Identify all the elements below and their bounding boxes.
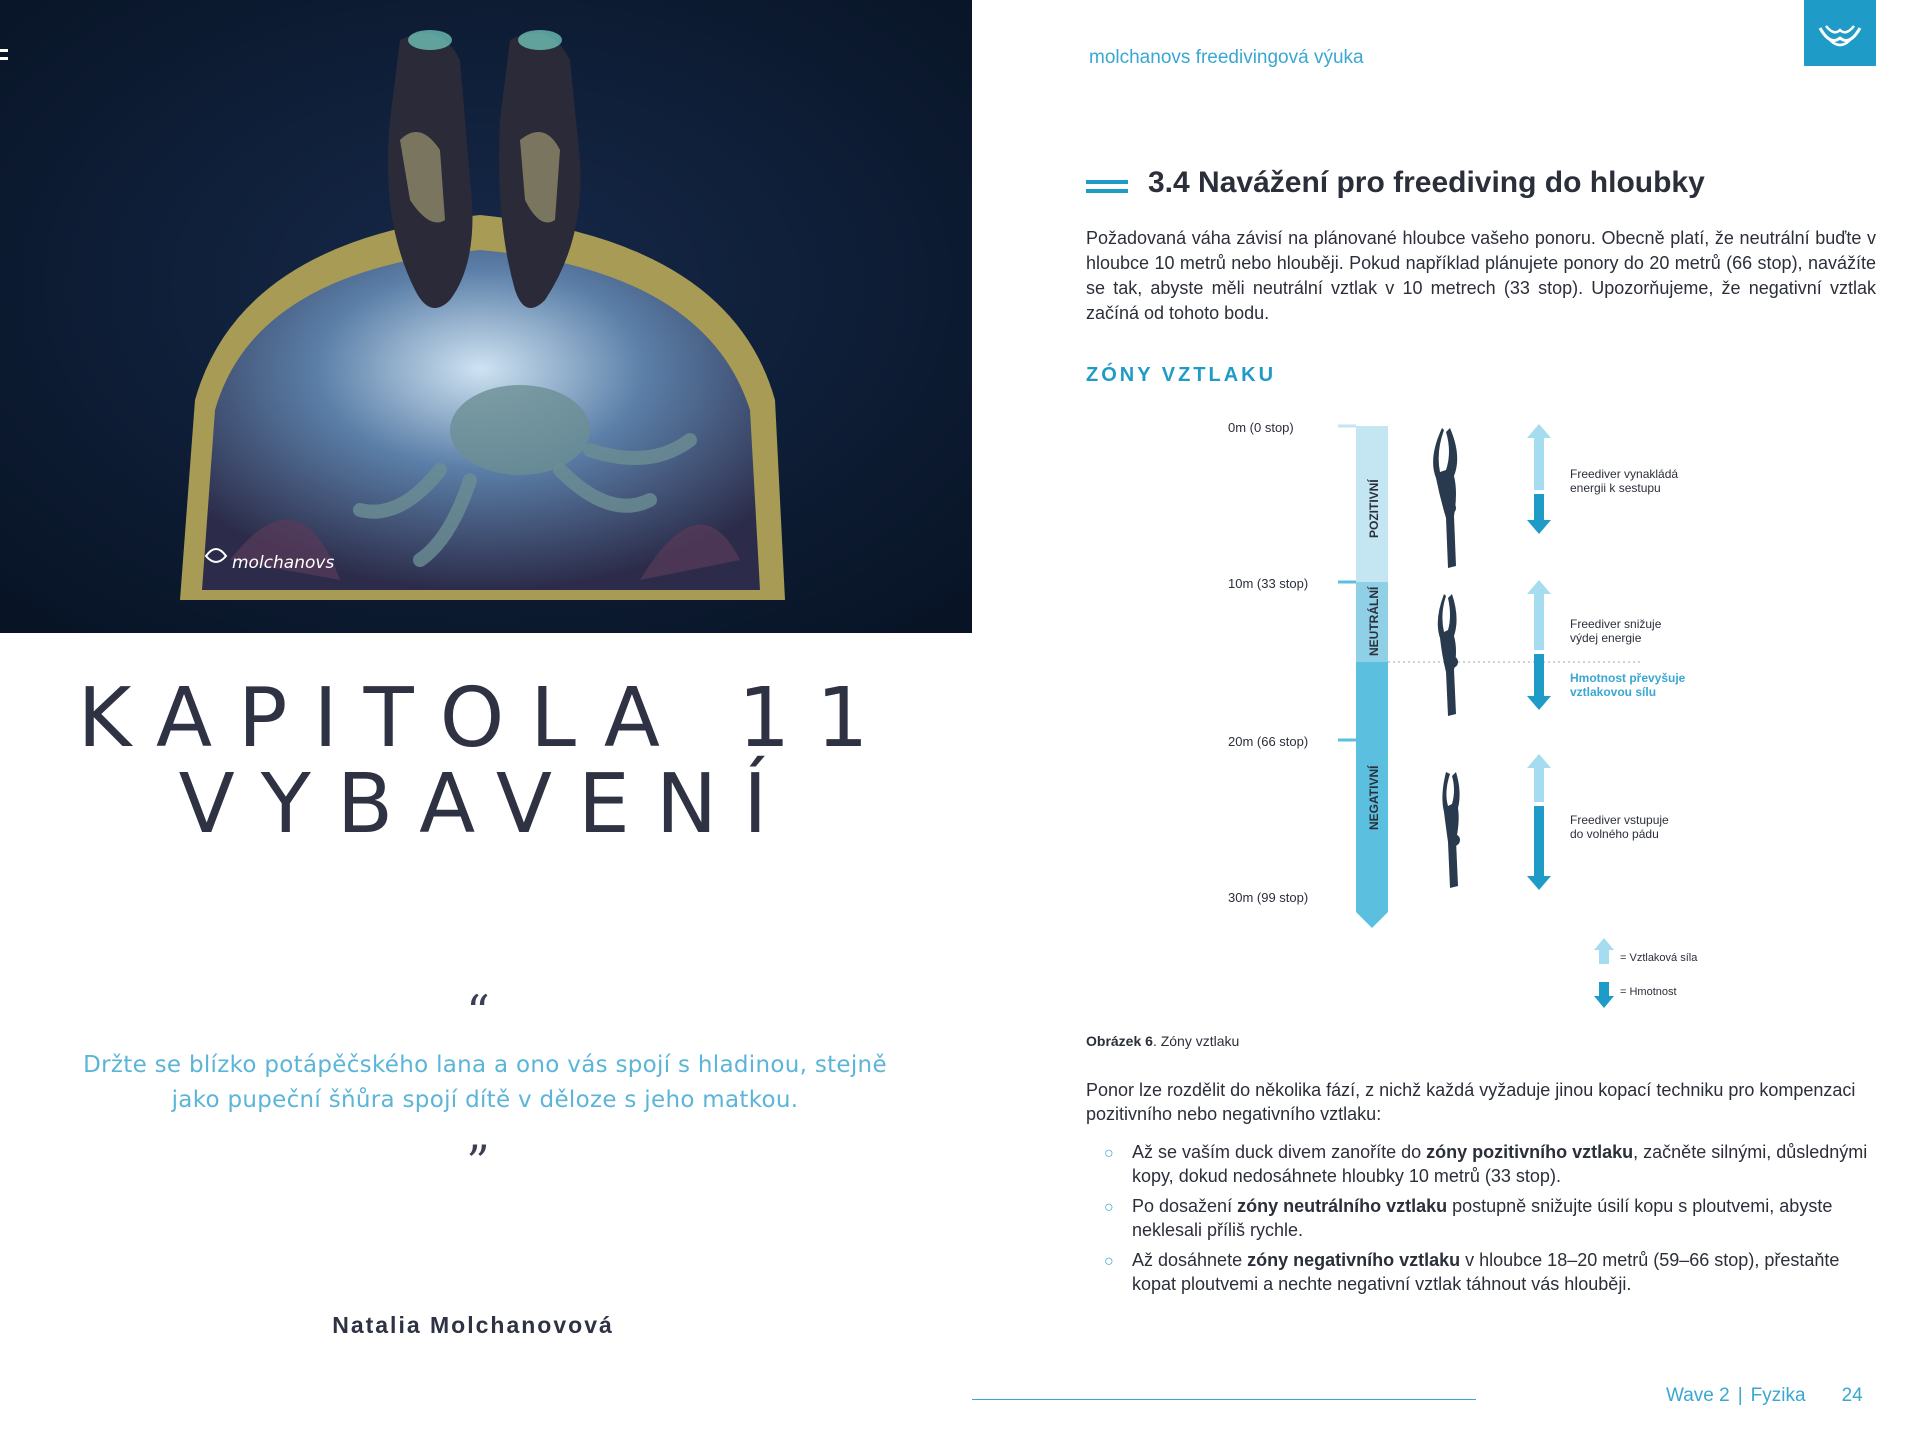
quote-close-mark: ” — [466, 1135, 490, 1189]
zone-note-highlight: vztlakovou sílu — [1570, 685, 1657, 699]
diver-icon — [1442, 772, 1460, 888]
footer-chapter: Fyzika — [1750, 1385, 1806, 1406]
depth-label: 20m (66 stop) — [1228, 734, 1309, 749]
legend-label: = Vztlaková síla — [1620, 952, 1698, 964]
bullet-circle-icon: ○ — [1104, 1145, 1114, 1162]
page-footer — [1666, 1385, 1863, 1407]
list-item: ○ Až se vaším duck divem zanoříte do zóny pozitivního vztlaku, začněte silnými, důslednými kopy, dokud nedosáhnete hloubky 10 metrů (33 stop). — [1104, 1142, 1868, 1186]
buoyancy-arrow-up-icon — [1527, 754, 1551, 802]
depth-label: 10m (33 stop) — [1228, 576, 1309, 591]
zone-label-neutral: NEUTRÁLNÍ — [1367, 586, 1381, 656]
chapter-quote: Držte se blízko potápěčského lana a ono vás spojí s hladinou, stejně jako pupeční šňůra spojí dítě v děloze s jeho matkou. — [83, 1052, 887, 1113]
zone-note: výdej energie — [1570, 631, 1642, 645]
list-item: ○ Po dosažení zóny neutrálního vztlaku postupně snižujte úsilí kopu s ploutvemi, abyste neklesali příliš rychle. — [1104, 1196, 1833, 1240]
buoyancy-zones-diagram — [1210, 410, 1730, 1022]
figure-label: Obrázek 6 — [1086, 1033, 1153, 1049]
zone-label-positive: POZITIVNÍ — [1367, 479, 1381, 538]
depth-label: 30m (99 stop) — [1228, 890, 1309, 905]
chapter-number: KAPITOLA 11 — [77, 671, 895, 766]
diver-icon — [1438, 594, 1458, 716]
zone-note: Freediver vynakládá — [1570, 467, 1679, 481]
phase-list — [1100, 1140, 1880, 1302]
quote-author: Natalia Molchanovová — [332, 1312, 614, 1338]
diagram-heading: ZÓNY VZTLAKU — [1086, 364, 1277, 386]
chapter-name: VYBAVENÍ — [178, 757, 794, 852]
bullet-circle-icon: ○ — [1104, 1253, 1114, 1270]
body-paragraph: Ponor lze rozdělit do několika fází, z nichž každá vyžaduje jinou kopací techniku pro kompenzaci pozitivního nebo negativního vztlaku: — [1086, 1080, 1856, 1124]
section-marker-icon — [1086, 180, 1128, 198]
bullet-circle-icon: ○ — [1104, 1199, 1114, 1216]
zone-note: energii k sestupu — [1570, 481, 1661, 495]
cover-photo — [0, 0, 972, 633]
section-intro: Požadovaná váha závisí na plánované hloubce vašeho ponoru. Obecně platí, že neutrální buďte v hloubce 10 metrů nebo hlouběji. Pokud například plánujete ponory do 20 metrů (66 stop), navážíte se tak, abyste měli neutrální vztlak v 10 metrech (33 stop). Upozorňujeme, že negativní vztlak začíná od tohoto bodu. — [1086, 228, 1876, 323]
figure-caption — [1086, 1033, 1239, 1049]
footer-separator: | — [1737, 1385, 1743, 1406]
photo-brand-text: molchanovs — [232, 553, 335, 573]
footer-divider — [972, 1399, 1476, 1400]
weight-arrow-down-icon — [1527, 654, 1551, 710]
figure-caption-text: . Zóny vztlaku — [1152, 1033, 1240, 1049]
diver-icon — [1433, 428, 1457, 568]
list-item: ○ Až dosáhnete zóny negativního vztlaku v hloubce 18–20 metrů (59–66 stop), přestaňte kopat ploutvemi a nechte negativní vztlak táhnout vás hlouběji. — [1104, 1250, 1840, 1294]
weight-arrow-down-icon — [1527, 494, 1551, 534]
running-header: molchanovs freedivingová výuka — [1089, 47, 1364, 68]
zone-note: do volného pádu — [1570, 827, 1659, 841]
section-title: 3.4 Navážení pro freediving do hloubky — [1148, 166, 1705, 199]
legend-buoyancy-arrow-icon — [1594, 938, 1614, 964]
weight-arrow-down-icon — [1527, 806, 1551, 890]
buoyancy-arrow-up-icon — [1527, 580, 1551, 650]
depth-label: 0m (0 stop) — [1228, 420, 1294, 435]
zone-note: Freediver vstupuje — [1570, 813, 1669, 827]
molchanovs-logo-icon — [1804, 0, 1876, 66]
buoyancy-arrow-up-icon — [1527, 424, 1551, 490]
legend-weight-arrow-icon — [1594, 982, 1614, 1008]
zone-note-highlight: Hmotnost převyšuje — [1570, 671, 1686, 685]
legend-label: = Hmotnost — [1620, 986, 1677, 998]
footer-wave: Wave 2 — [1666, 1385, 1730, 1406]
quote-open-mark: “ — [466, 985, 490, 1039]
zone-note: Freediver snižuje — [1570, 617, 1662, 631]
zone-label-negative: NEGATIVNÍ — [1367, 765, 1381, 830]
page-number: 24 — [1841, 1385, 1863, 1406]
